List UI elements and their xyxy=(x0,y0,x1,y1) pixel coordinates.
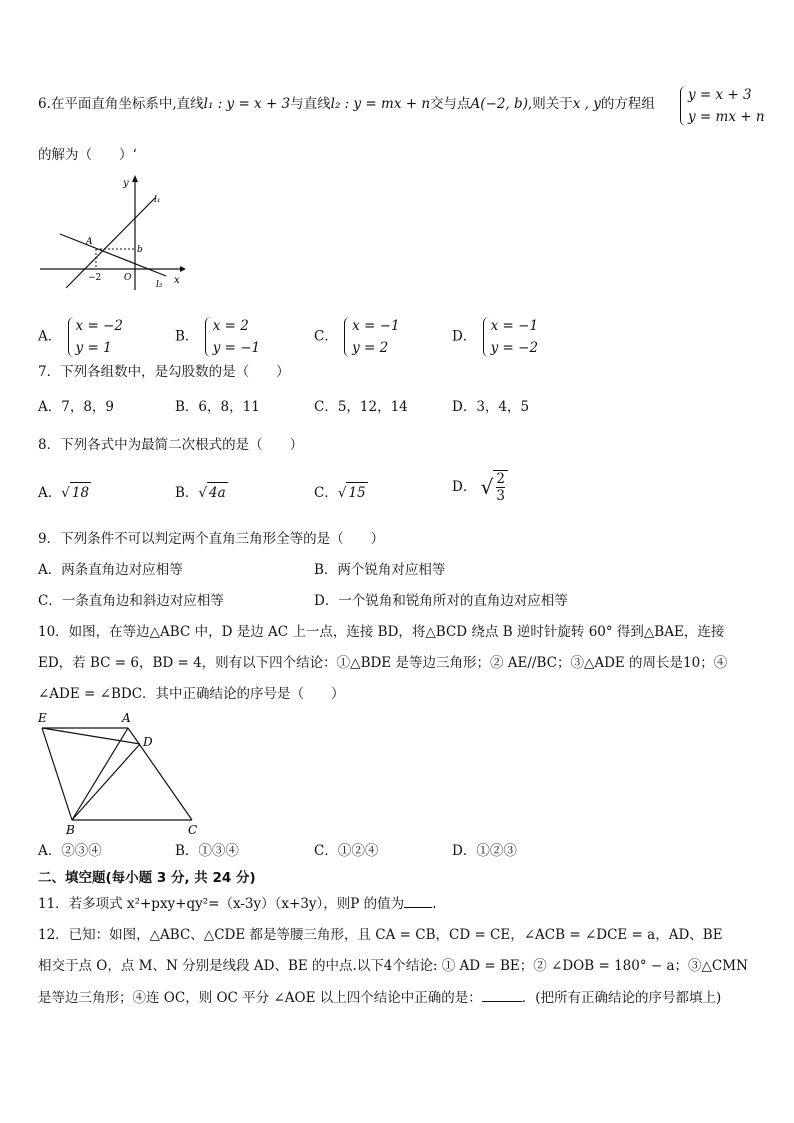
q6-option-a[interactable]: A． x = −2 y = 1 xyxy=(38,315,123,359)
q6-stem: 6.在平面直角坐标系中,直线l₁ : y = x + 3与直线l₂ : y = mx + n交与点A(−2, b),则关于x , y的方程组 xyxy=(38,96,655,112)
q9-stem: 9．下列条件不可以判定两个直角三角形全等的是（ ） xyxy=(38,531,385,547)
q12-answer-blank[interactable] xyxy=(482,987,522,1002)
seg-AC xyxy=(128,728,192,820)
seg-ED xyxy=(42,728,140,744)
label-C: C xyxy=(188,823,198,837)
q10-option-a[interactable]: A．②③④ xyxy=(38,843,102,859)
q6-equation-system: y = x + 3 y = mx + n xyxy=(678,84,765,128)
q7-option-b[interactable]: B．6，8，11 xyxy=(175,399,260,415)
q9-option-b[interactable]: B．两个锐角对应相等 xyxy=(314,562,446,578)
q7-option-d[interactable]: D．3，4，5 xyxy=(452,399,530,415)
q12-stem-line1: 12．已知：如图，△ABC、△CDE 都是等腰三角形，且 CA = CB，CD = CE，∠ACB = ∠DCE = a，AD、BE xyxy=(38,927,723,943)
q6-option-b[interactable]: B． x = 2 y = −1 xyxy=(175,315,260,359)
q8-option-a[interactable]: A．√ 18 xyxy=(38,482,91,503)
line-l1 xyxy=(66,197,156,288)
label-O: O xyxy=(124,273,132,283)
q9-option-a[interactable]: A．两条直角边对应相等 xyxy=(38,562,183,578)
q7-option-a[interactable]: A．7，8，9 xyxy=(38,399,115,415)
seg-BD xyxy=(72,744,140,820)
q8-stem: 8．下列各式中为最简二次根式的是（ ） xyxy=(38,437,304,453)
q6-option-c[interactable]: C． x = −1 y = 2 xyxy=(314,315,400,359)
q10-option-b[interactable]: B．①③④ xyxy=(175,843,239,859)
q8-option-d[interactable]: D． √ $\frac{2}{3}$ xyxy=(452,470,508,504)
q8-option-b[interactable]: B．√ 4a xyxy=(175,482,228,503)
q11-answer-blank[interactable] xyxy=(404,893,432,908)
y-axis-arrow xyxy=(132,175,138,182)
label-x: x xyxy=(174,275,180,286)
label-A: A xyxy=(122,711,131,725)
section-title: 二、填空题(每小题 3 分, 共 24 分) xyxy=(38,870,256,886)
q10-option-c[interactable]: C．①②④ xyxy=(314,843,379,859)
label-l2: l₂ xyxy=(156,280,163,290)
q10-stem-line1: 10．如图，在等边△ABC 中，D 是边 AC 上一点，连接 BD，将△BCD 绕点 B 逆时针旋转 60° 得到△BAE，连接 xyxy=(38,624,725,640)
q10-option-d[interactable]: D．①②③ xyxy=(452,843,517,859)
label-y: y xyxy=(123,178,129,189)
q9-option-d[interactable]: D．一个锐角和锐角所对的直角边对应相等 xyxy=(314,593,568,609)
seg-AB xyxy=(72,728,128,820)
q10-figure xyxy=(36,708,216,838)
label-B: B xyxy=(66,823,75,837)
q6-stem-line2: 的解为（ ）‘ xyxy=(38,147,137,163)
label-E: E xyxy=(38,711,47,725)
q10-stem-line3: ∠ADE = ∠BDC．其中正确结论的序号是（ ） xyxy=(38,686,345,702)
q8-option-c[interactable]: C．√ 15 xyxy=(314,482,368,503)
label-neg2: −2 xyxy=(88,273,102,283)
q11-stem: 11．若多项式 x²+pxy+qy²=（x-3y）（x+3y），则P 的值为 . xyxy=(38,893,436,914)
seg-EB xyxy=(42,728,72,820)
q6-graph xyxy=(38,172,188,292)
q7-stem: 7．下列各组数中，是勾股数的是（ ） xyxy=(38,364,290,380)
q12-stem-line2: 相交于点 O，点 M、N 分别是线段 AD、BE 的中点.以下4个结论: ① AD = BE；② ∠DOB = 180° − a；③△CMN xyxy=(38,958,748,974)
x-axis-arrow xyxy=(180,266,186,272)
q9-option-c[interactable]: C．一条直角边和斜边对应相等 xyxy=(38,593,224,609)
label-D: D xyxy=(143,735,153,749)
label-l1: l₁ xyxy=(154,195,161,205)
label-A: A xyxy=(86,237,93,247)
label-b: b xyxy=(137,245,143,255)
q7-option-c[interactable]: C．5，12，14 xyxy=(314,399,408,415)
q6-option-d[interactable]: D． x = −1 y = −2 xyxy=(452,315,538,359)
q12-stem-line3: 是等边三角形；④连 OC，则 OC 平分 ∠AOE 以上四个结论中正确的是： ．(把所有正确结论的序号都填上) xyxy=(38,987,721,1008)
q10-stem-line2: ED，若 BC = 6，BD = 4，则有以下四个结论：①△BDE 是等边三角形；② AE//BC；③△ADE 的周长是10；④ xyxy=(38,655,728,671)
